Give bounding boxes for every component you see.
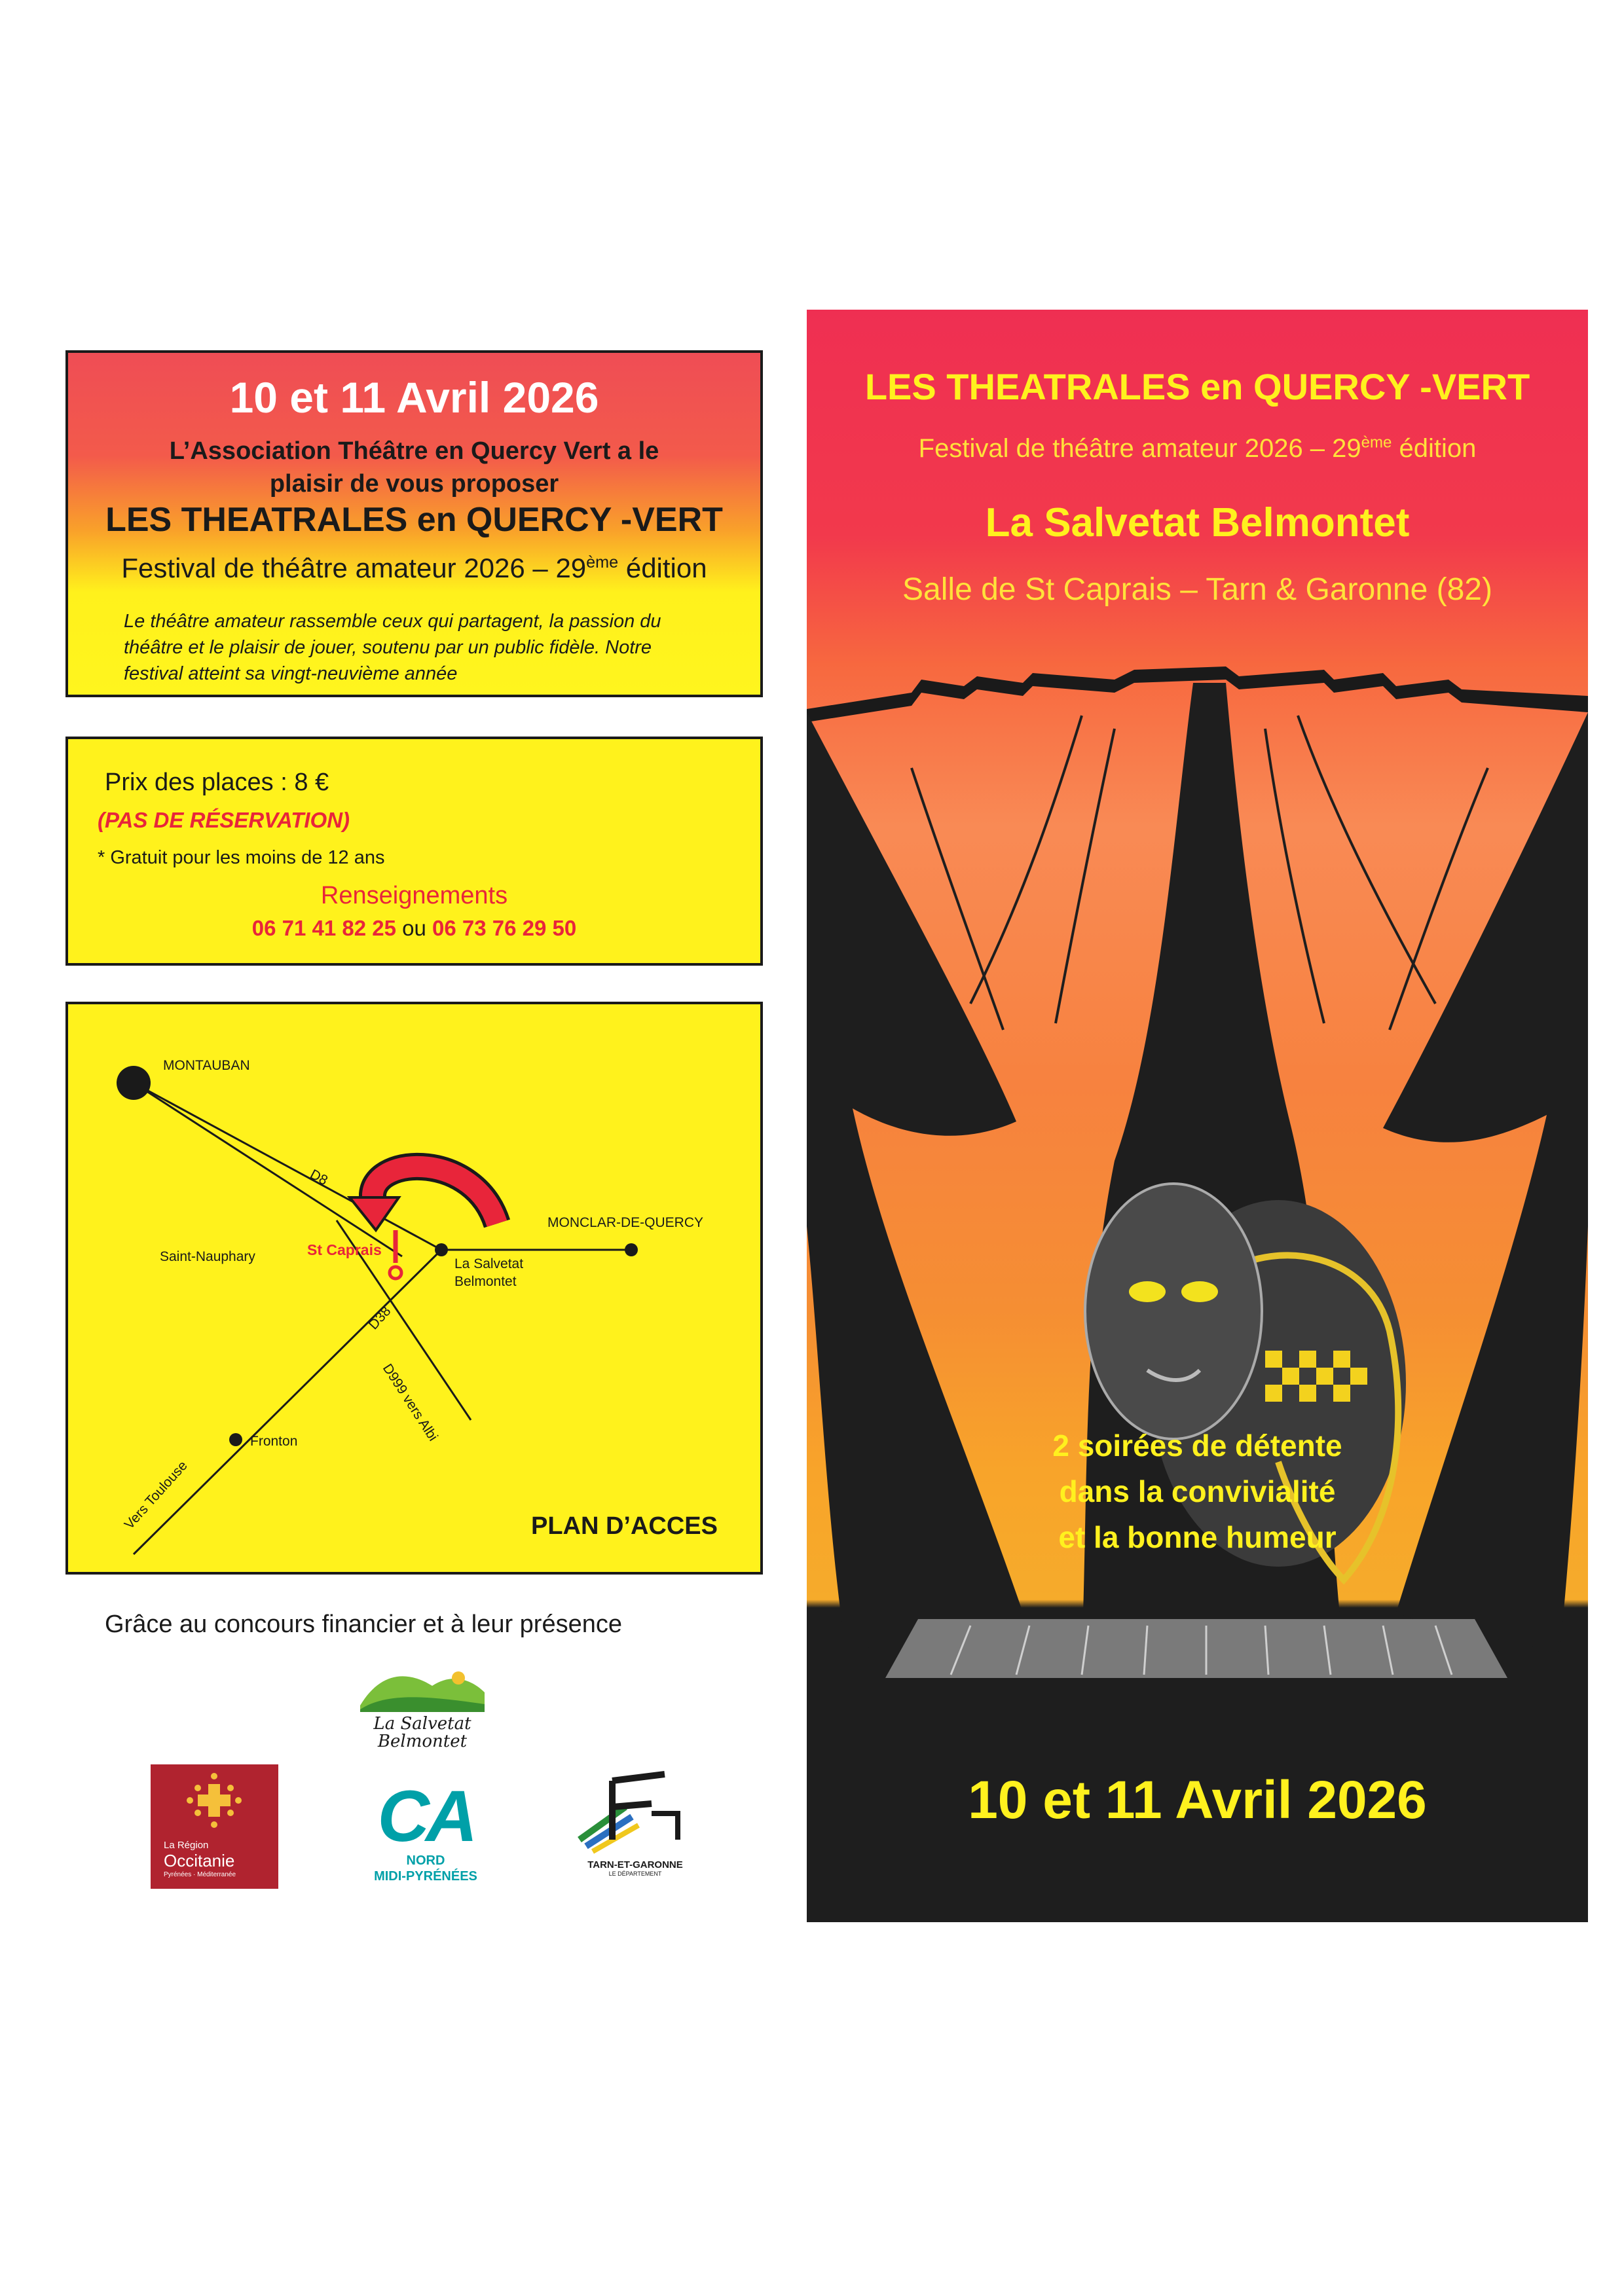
phone-separator: ou (396, 916, 433, 940)
credit-agricole-line2: MIDI-PYRÉNÉES (374, 1869, 477, 1884)
poster-slogan-line2: dans la convivialité (1059, 1474, 1336, 1508)
poster-date: 10 et 11 Avril 2026 (968, 1770, 1427, 1830)
theatre-curtain-illustration (807, 310, 1588, 1922)
label-vers-toulouse: Vers Toulouse (121, 1458, 191, 1533)
festival-header-box (65, 350, 763, 697)
header-festival-suffix: édition (618, 553, 707, 583)
poster-festival-edition (807, 434, 1588, 464)
label-st-caprais: St Caprais (307, 1241, 382, 1258)
label-saint-nauphary: Saint-Nauphary (160, 1249, 255, 1264)
poster-place: La Salvetat Belmontet (985, 500, 1410, 545)
header-intro-line2: plaisir de vous proposer (269, 470, 559, 498)
header-intro (68, 435, 760, 500)
town-la-salvetat (435, 1243, 448, 1256)
no-reservation-note: (PAS DE RÉSERVATION) (98, 808, 350, 832)
poster-festival-suffix: édition (1392, 434, 1477, 463)
town-st-caprais (390, 1267, 401, 1279)
tarn-et-garonne-line1: TARN-ET-GARONNE (587, 1859, 683, 1870)
map-title: PLAN D’ACCES (530, 1512, 718, 1540)
label-monclar: MONCLAR-DE-QUERCY (547, 1215, 704, 1230)
sponsors-thanks: Grâce au concours financier et à leur présence (105, 1611, 622, 1638)
credit-agricole-line1: NORD (406, 1853, 445, 1868)
header-intro-line1: L’Association Théâtre en Quercy Vert a le (169, 437, 659, 465)
poster-festival-prefix: Festival de théâtre amateur 2026 – 29 (918, 434, 1361, 463)
label-d8: D8 (307, 1167, 331, 1189)
header-description (124, 608, 734, 687)
poster-slogan-line3: et la bonne humeur (1058, 1520, 1337, 1554)
label-fronton: Fronton (250, 1434, 298, 1449)
tarn-et-garonne-logo (573, 1768, 697, 1886)
la-salvetat-logo-line2: Belmontet (377, 1732, 468, 1751)
header-description-line1: Le théâtre amateur rassemble ceux qui partagent, la passion du (124, 611, 661, 632)
header-description-line3: festival atteint sa vingt-neuvième année (124, 663, 458, 684)
la-salvetat-logo-line1: La Salvetat (373, 1714, 471, 1734)
poster-slogan-line1: 2 soirées de détente (1052, 1429, 1342, 1463)
road-montauban-st-caprais (134, 1083, 402, 1256)
price-box (65, 737, 763, 966)
poster-title: LES THEATRALES en QUERCY -VERT (864, 366, 1530, 407)
ticket-price: Prix des places : 8 € (105, 769, 329, 796)
access-map-box (65, 1002, 763, 1575)
phone-numbers (68, 916, 760, 941)
access-map (68, 1004, 760, 1572)
header-festival-name: LES THEATRALES en QUERCY -VERT (105, 501, 723, 539)
free-under-12-note: * Gratuit pour les moins de 12 ans (98, 847, 385, 868)
hills-icon (360, 1666, 485, 1712)
town-montauban (117, 1066, 151, 1100)
header-date: 10 et 11 Avril 2026 (229, 373, 599, 422)
occitanie-line2: Occitanie (164, 1851, 235, 1870)
phone-number-2: 06 73 76 29 50 (432, 916, 577, 940)
poster-festival-sup: ème (1361, 433, 1392, 452)
town-fronton (229, 1433, 242, 1446)
occitanie-logo (151, 1764, 278, 1889)
occitanie-line1: La Région (164, 1840, 209, 1851)
header-festival-prefix: Festival de théâtre amateur 2026 – 29 (121, 553, 587, 583)
header-description-line2: théâtre et le plaisir de jouer, soutenu par un public fidèle. Notre (124, 637, 652, 658)
poster-slogan (807, 1423, 1588, 1560)
label-la-salvetat-2: Belmontet (454, 1274, 517, 1289)
credit-agricole-mark: CA (377, 1776, 474, 1857)
label-d38: D38 (365, 1303, 394, 1333)
la-salvetat-logo (360, 1666, 485, 1751)
label-montauban: MONTAUBAN (163, 1058, 250, 1073)
header-festival-sup: ème (586, 553, 619, 572)
header-festival-edition (68, 553, 760, 584)
occitan-cross-icon (151, 1764, 278, 1836)
festival-poster (807, 310, 1588, 1922)
label-d999: D999 vers Albi (379, 1361, 441, 1444)
tarn-et-garonne-line2: LE DÉPARTEMENT (608, 1870, 662, 1877)
town-monclar (625, 1243, 638, 1256)
tarn-et-garonne-emblem-icon (573, 1768, 697, 1856)
info-label: Renseignements (320, 882, 508, 909)
poster-hall: Salle de St Caprais – Tarn & Garonne (82) (902, 572, 1492, 607)
road-d38-toulouse (134, 1250, 441, 1554)
label-la-salvetat-1: La Salvetat (454, 1256, 524, 1271)
phone-number-1: 06 71 41 82 25 (251, 916, 396, 940)
occitanie-line3: Pyrénées · Méditerranée (164, 1871, 236, 1878)
credit-agricole-logo (357, 1776, 494, 1889)
